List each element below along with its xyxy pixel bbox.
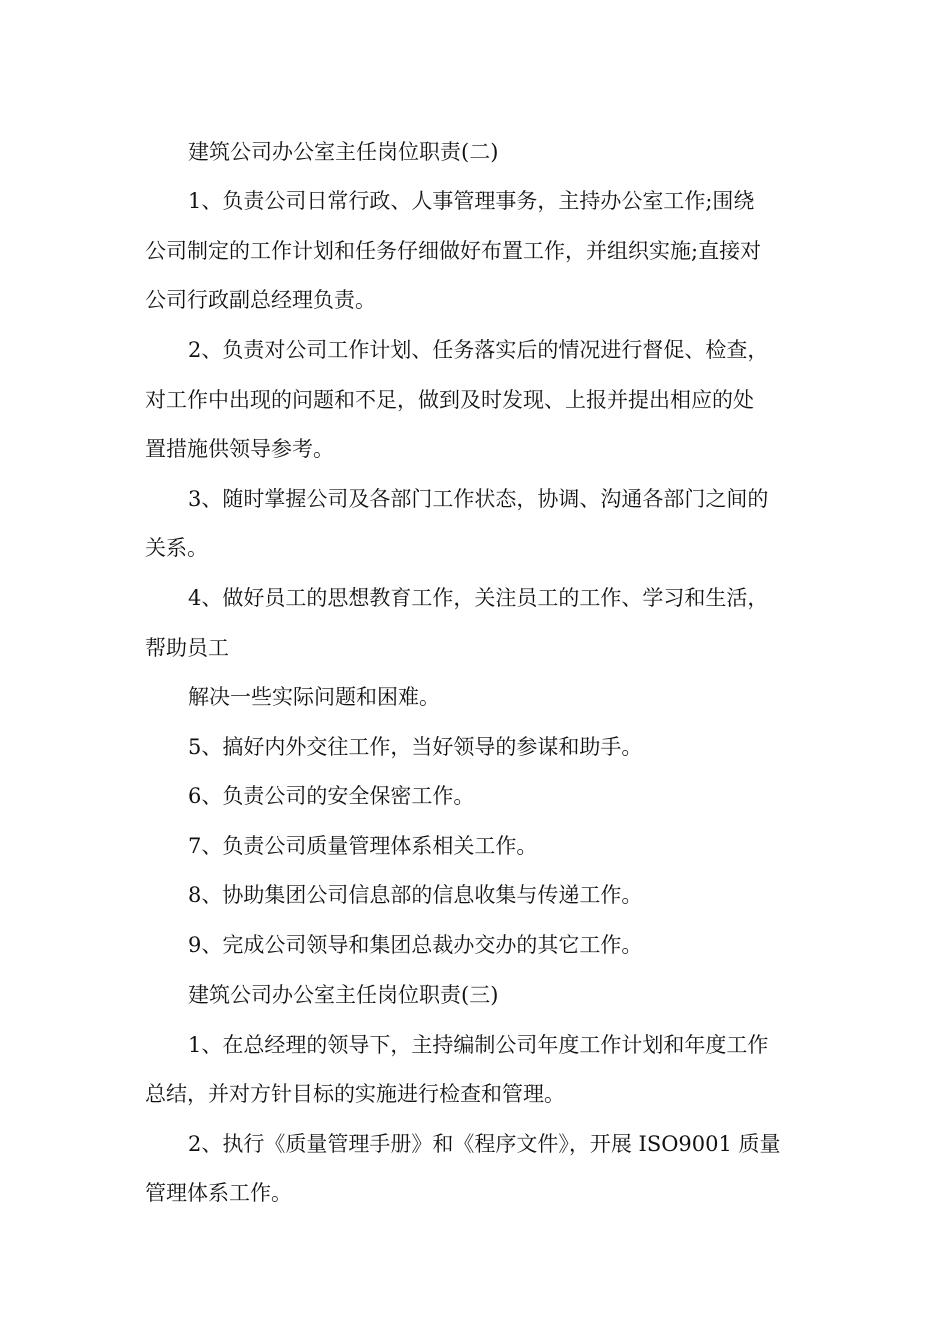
paragraph-line: 置措施供领导参考。 — [145, 437, 334, 461]
paragraph-line: 3、随时掌握公司及各部门工作状态，协调、沟通各部门之间的 — [188, 487, 769, 511]
paragraph-line: 8、协助集团公司信息部的信息收集与传递工作。 — [188, 883, 643, 907]
paragraph-line: 7、负责公司质量管理体系相关工作。 — [188, 834, 538, 858]
paragraph-line: 帮助员工 — [145, 636, 229, 660]
paragraph-line: 公司制定的工作计划和任务仔细做好布置工作，并组织实施;直接对 — [145, 239, 762, 263]
paragraph-line: 4、做好员工的思想教育工作，关注员工的工作、学习和生活， — [188, 586, 769, 610]
paragraph-line: 解决一些实际问题和困难。 — [188, 685, 440, 709]
section-heading-2: 建筑公司办公室主任岗位职责(二) — [188, 140, 499, 164]
paragraph-line: 总结，并对方针目标的实施进行检查和管理。 — [145, 1082, 565, 1106]
paragraph-line: 2、负责对公司工作计划、任务落实后的情况进行督促、检查， — [188, 338, 769, 362]
paragraph-line: 关系。 — [145, 536, 208, 560]
paragraph-line: 6、负责公司的安全保密工作。 — [188, 784, 475, 808]
paragraph-line: 5、搞好内外交往工作，当好领导的参谋和助手。 — [188, 735, 643, 759]
paragraph-line: 对工作中出现的问题和不足，做到及时发现、上报并提出相应的处 — [145, 388, 754, 412]
paragraph-line: 9、完成公司领导和集团总裁办交办的其它工作。 — [188, 933, 643, 957]
paragraph-line: 管理体系工作。 — [145, 1181, 292, 1205]
paragraph-line: 2、执行《质量管理手册》和《程序文件》，开展 ISO9001 质量 — [188, 1132, 781, 1156]
section-heading-3: 建筑公司办公室主任岗位职责(三) — [188, 983, 499, 1007]
paragraph-line: 公司行政副总经理负责。 — [145, 288, 376, 312]
paragraph-line: 1、在总经理的领导下，主持编制公司年度工作计划和年度工作 — [188, 1033, 769, 1057]
paragraph-line: 1、负责公司日常行政、人事管理事务，主持办公室工作;围绕 — [188, 189, 755, 213]
